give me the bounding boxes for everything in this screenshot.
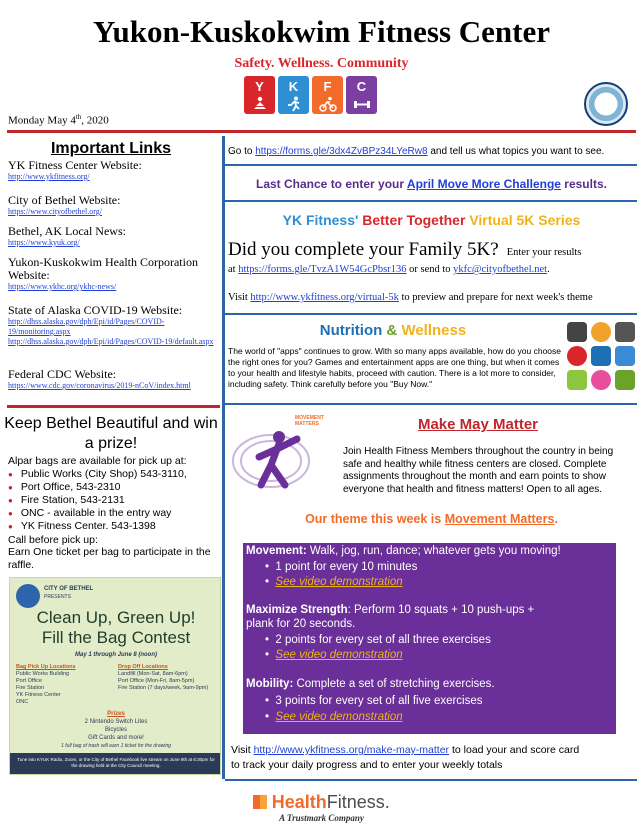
cyclist-icon	[319, 96, 337, 112]
link-cdc: Federal CDC Website: https://www.cdc.gov/coronavirus/2019-nCoV/index.html	[8, 368, 220, 391]
call-text: Call before pick up:	[8, 534, 98, 546]
logo-tile-k: K	[278, 76, 309, 114]
go-icon	[615, 370, 635, 390]
meditation-icon	[252, 96, 268, 112]
cup-icon	[615, 322, 635, 342]
virtual-5k-line: Visit http://www.ykfitness.org/virtual-5k to preview and prepare for next week's theme	[228, 292, 593, 303]
list-item: • 2 points for every set of all three exercises	[265, 634, 491, 646]
survey-link[interactable]: https://forms.gle/3dx4ZvBPz34LYeRw8	[255, 146, 428, 157]
video-link[interactable]: See video demonstration	[275, 649, 403, 661]
section-divider	[225, 403, 637, 405]
poster-headline: Clean Up, Green Up!	[36, 608, 196, 627]
sidebar-divider	[7, 405, 220, 408]
movement-matters-logo	[231, 413, 341, 493]
fill-the-bag-poster	[9, 577, 221, 775]
list-item: • See video demonstration	[265, 711, 403, 723]
poster-city: CITY OF BETHEL	[44, 586, 94, 592]
video-link[interactable]: See video demonstration	[275, 576, 403, 588]
list-item: • See video demonstration	[265, 576, 403, 588]
strength-line: Maximize Strength: Perform 10 squats + 10 push-ups +	[246, 604, 535, 616]
color-wheel-icon	[591, 370, 611, 390]
link-url[interactable]: http://dhss.alaska.gov/dph/Epi/id/Pages/COVID-19/monitoring.aspx	[8, 317, 165, 336]
section-divider	[225, 313, 637, 315]
family-5k-line: Did you complete your Family 5K? Enter your results	[228, 239, 582, 260]
link-url[interactable]: https://www.kyuk.org/	[8, 238, 80, 247]
link-ykhc: Yukon-Kuskokwim Health Corporation Website: https://www.ykhc.org/ykhc-news/	[8, 256, 220, 292]
survey-line: Go to https://forms.gle/3dx4ZvBPz34LYeRw8 and tell us what topics you want to see.	[228, 146, 605, 157]
theme-link[interactable]: Movement Matters	[444, 512, 555, 526]
activity-icon	[591, 346, 611, 366]
link-url[interactable]: http://www.ykfitness.org/	[8, 172, 90, 181]
link-url[interactable]: https://www.cityofbethel.org/	[8, 207, 102, 216]
app-icons-grid	[567, 322, 635, 394]
city-seal-icon	[584, 82, 628, 126]
poster-pickup: Bag Pick Up Locations Public Works Building Port Office Fire Station YK Fitness Center ONC	[16, 664, 76, 705]
link-state-covid: State of Alaska COVID-19 Website: http://dhss.alaska.gov/dph/Epi/id/Pages/COVID-19/monitoring.aspx http://dhss.alaska.gov/dph/Epi/id/Pages/COVID-19/default.aspx	[8, 304, 220, 347]
poster-headline: Fill the Bag Contest	[41, 628, 191, 647]
logo-tile-c: C	[346, 76, 377, 114]
list-item: • 1 point for every 10 minutes	[265, 561, 418, 573]
results-link[interactable]: https://forms.gle/TvzA1W54GcPbsr136	[238, 264, 407, 275]
list-item: ● Fire Station, 543-2131	[8, 494, 125, 506]
grocery-icon	[567, 370, 587, 390]
poster-prizes: Prizes 2 Nintendo Switch Lites Bicycles Gift Cards and more! 1 full bag of trash will earn 1 ticket for the drawing	[61, 711, 171, 749]
dumbbell-icon	[353, 96, 371, 112]
make-may-matter-link[interactable]: http://www.ykfitness.org/make-may-matter	[253, 744, 450, 756]
alpar-text: Alpar bags are available for pick up at:	[8, 455, 187, 467]
seafood-watch-icon	[615, 346, 635, 366]
column-divider	[222, 136, 225, 779]
tagline: Safety. Wellness. Community	[234, 56, 409, 71]
virtual-5k-link[interactable]: http://www.ykfitness.org/virtual-5k	[250, 292, 399, 303]
theme-line: Our theme this week is Movement Matters.	[305, 512, 558, 526]
list-item: ● YK Fitness Center. 543-1398	[8, 520, 156, 532]
list-item: • 3 points for every set of all five exercises	[265, 695, 483, 707]
list-item: ● ONC - available in the entry way	[8, 507, 172, 519]
email-link[interactable]: ykfc@cityofbethel.net	[453, 264, 548, 275]
scorecard-text: Visit http://www.ykfitness.org/make-may-matter to load your and score card to track your daily progress and to enter your weekly totals	[231, 744, 580, 771]
list-item: • See video demonstration	[265, 649, 403, 661]
strength-line-2: plank for 20 seconds.	[246, 618, 356, 630]
logo-tile-f: F	[312, 76, 343, 114]
movement-line: Movement: Walk, jog, run, dance; whatever gets you moving!	[246, 545, 561, 557]
make-may-matter-text: Join Health Fitness Members throughout the country in being safe and healthy while fitness centers are closed. Complete assignments throughout the month and earn points to show everyone that health and fitness matters! Open to all ages.	[343, 446, 614, 495]
newsletter-title: Yukon-Kuskokwim Fitness Center	[92, 14, 551, 49]
link-url[interactable]: http://dhss.alaska.gov/dph/Epi/id/Pages/COVID-19/default.aspx	[8, 337, 214, 346]
logo-caption: MOVEMENT MATTERS	[295, 415, 324, 427]
results-line: at https://forms.gle/TvzA1W54GcPbsr136 or send to ykfc@cityofbethel.net.	[228, 264, 550, 275]
make-may-matter-heading: Make May Matter	[417, 416, 539, 433]
section-divider	[225, 779, 637, 781]
list-item: ● Public Works (City Shop) 543-3110,	[8, 468, 187, 480]
nutrition-heading: Nutrition & Wellness	[319, 322, 467, 339]
move-more-link[interactable]: April Move More Challenge	[406, 177, 561, 191]
link-yk-fitness: YK Fitness Center Website: http://www.ykfitness.org/	[8, 159, 220, 182]
link-local-news: Bethel, AK Local News: https://www.kyuk.org/	[8, 225, 220, 248]
poster-presents: PRESENTS	[44, 594, 71, 600]
issue-date: Monday May 4th, 2020	[8, 113, 109, 127]
last-chance-line: Last Chance to enter your April Move More Challenge results.	[256, 177, 607, 191]
hf-logo-icon	[253, 795, 267, 809]
shopping-cart-icon	[567, 322, 587, 342]
fruit-icon	[591, 322, 611, 342]
logo-tile-y: Y	[244, 76, 275, 114]
video-link[interactable]: See video demonstration	[275, 711, 403, 723]
link-city-of-bethel: City of Bethel Website: https://www.cityofbethel.org/	[8, 194, 220, 217]
virtual-5k-heading: YK Fitness' Better Together Virtual 5K Series	[282, 212, 581, 228]
health-fitness-logo: HealthFitness. A Trustmark Company	[0, 792, 643, 823]
earn-text: Earn One ticket per bag to participate in the raffle.	[8, 546, 211, 571]
challenge-box	[243, 543, 616, 734]
nutrition-text: The world of "apps" continues to grow. With so many apps available, how do you choose the right ones for you? Games and entertainment apps are one thing, but when it comes to your health and lifestyle habits, proceed with caution. There is a lot more to consider, including safety. Think carefully before you "Buy Now."	[228, 346, 561, 389]
mobility-line: Mobility: Complete a set of stretching exercises.	[246, 678, 495, 690]
keep-bethel-heading: Keep Bethel Beautiful and win a prize!	[4, 415, 218, 452]
section-divider	[225, 164, 637, 166]
important-links-heading: Important Links	[50, 140, 171, 157]
header-divider	[7, 130, 636, 133]
poster-dates: May 1 through June 8 (noon)	[75, 652, 157, 658]
city-seal-icon	[16, 584, 40, 608]
link-url[interactable]: https://www.ykhc.org/ykhc-news/	[8, 282, 117, 291]
pie-chart-icon	[567, 346, 587, 366]
runner-icon	[286, 96, 302, 112]
list-item: ● Port Office, 543-2310	[8, 481, 121, 493]
link-url[interactable]: https://www.cdc.gov/coronavirus/2019-nCoV/index.html	[8, 381, 191, 390]
poster-dropoff: Drop Off Locations Landfill (Mon-Sat, 8am-6pm) Port Office (Mon-Fri, 8am-5pm) Fire Station (7 days/week, 9am-9pm)	[118, 664, 209, 691]
poster-tune-in: Tune into KYUK Radio, Zoom, or the City of Bethel Facebook live stream on June 9th at 6:30pm for the drawing held at the City Council meeting.	[10, 753, 221, 775]
section-divider	[225, 200, 637, 202]
